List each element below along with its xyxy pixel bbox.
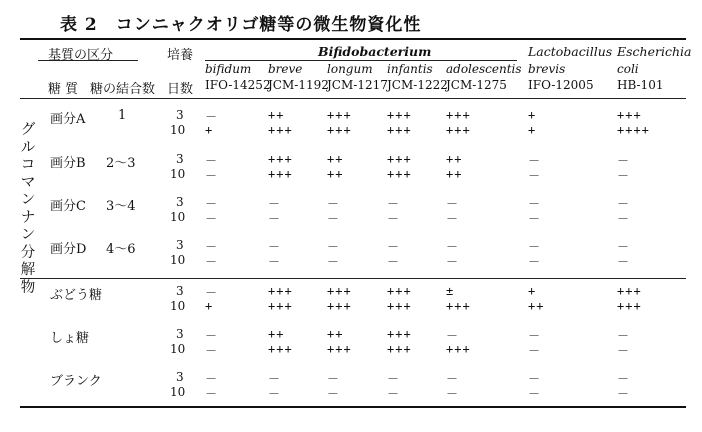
row-culture-days: 10 xyxy=(170,299,186,313)
result-cell: ++ xyxy=(327,152,344,166)
group-label-char: グ xyxy=(20,122,36,138)
result-cell: － xyxy=(205,344,219,358)
result-cell: － xyxy=(327,255,341,269)
result-cell: － xyxy=(617,329,631,343)
result-cell: － xyxy=(205,387,219,401)
result-cell: － xyxy=(528,212,542,226)
organism-strain: IFO-12005 xyxy=(528,78,594,92)
result-cell: － xyxy=(205,240,219,254)
result-cell: +++ xyxy=(327,284,352,298)
result-cell: +++ xyxy=(617,299,642,313)
result-cell: ++ xyxy=(528,299,545,313)
result-cell: － xyxy=(446,329,460,343)
result-cell: － xyxy=(446,372,460,386)
group-label-char: ン xyxy=(20,227,36,243)
table-title: 表 2 コンニャクオリゴ糖等の微生物資化性 xyxy=(60,15,422,35)
result-cell: ++ xyxy=(327,327,344,341)
result-cell: +++ xyxy=(446,299,471,313)
row-culture-days: 3 xyxy=(176,152,184,166)
row-sugar-name: 画分D xyxy=(50,242,87,257)
row-degree: 4～6 xyxy=(106,242,136,257)
row-culture-days: 10 xyxy=(170,167,186,181)
result-cell: － xyxy=(205,154,219,168)
result-cell: － xyxy=(528,255,542,269)
result-cell: + xyxy=(528,123,537,137)
row-sugar-name: 画分C xyxy=(50,199,86,214)
result-cell: +++ xyxy=(446,342,471,356)
result-cell: － xyxy=(387,255,401,269)
group-label-char: マ xyxy=(20,174,36,191)
result-cell: － xyxy=(446,212,460,226)
result-cell: － xyxy=(387,240,401,254)
result-cell: － xyxy=(617,212,631,226)
degree-header: 糖の結合数 xyxy=(90,82,156,97)
organism-species: breve xyxy=(268,62,303,76)
result-cell: +++ xyxy=(327,123,352,137)
result-cell: +++ xyxy=(327,108,352,122)
row-culture-days: 10 xyxy=(170,253,186,267)
result-cell: － xyxy=(205,255,219,269)
row-degree: 1 xyxy=(118,108,127,123)
result-cell: － xyxy=(327,212,341,226)
result-cell: ++++ xyxy=(617,123,650,137)
result-cell: +++ xyxy=(268,167,293,181)
row-sugar-name: ぶどう糖 xyxy=(50,288,103,303)
result-cell: － xyxy=(528,169,542,183)
result-cell: +++ xyxy=(387,123,412,137)
escherichia-genus: Escherichia xyxy=(617,44,692,59)
result-cell: － xyxy=(205,372,219,386)
result-cell: +++ xyxy=(446,123,471,137)
result-cell: － xyxy=(327,240,341,254)
row-culture-days: 3 xyxy=(176,327,184,341)
result-cell: + xyxy=(205,299,214,313)
group-label-char: 解 xyxy=(20,262,36,278)
result-cell: + xyxy=(528,108,537,122)
row-sugar-name: 画分B xyxy=(50,156,86,171)
group-label-char: 物 xyxy=(20,279,36,296)
sugar-quality-header: 糖 質 xyxy=(48,82,79,97)
result-cell: +++ xyxy=(446,108,471,122)
result-cell: +++ xyxy=(387,327,412,341)
row-culture-days: 10 xyxy=(170,210,186,224)
days-header: 日数 xyxy=(167,82,194,97)
result-cell: － xyxy=(268,240,282,254)
result-cell: +++ xyxy=(268,342,293,356)
result-cell: － xyxy=(528,372,542,386)
result-cell: +++ xyxy=(268,299,293,313)
result-cell: － xyxy=(617,255,631,269)
organism-strain: JCM-1217 xyxy=(327,78,388,92)
row-culture-days: 3 xyxy=(176,370,184,384)
organism-species: brevis xyxy=(528,62,566,76)
row-culture-days: 3 xyxy=(176,284,184,298)
lactobacillus-genus: Lactobacillus xyxy=(528,44,613,59)
result-cell: ++ xyxy=(268,108,285,122)
result-cell: － xyxy=(268,255,282,269)
result-cell: ++ xyxy=(327,167,344,181)
result-cell: － xyxy=(446,240,460,254)
result-cell: +++ xyxy=(387,167,412,181)
result-cell: － xyxy=(528,197,542,211)
bifido-underline xyxy=(205,60,517,61)
result-cell: ++ xyxy=(446,167,463,181)
result-cell: +++ xyxy=(268,123,293,137)
organism-species: adolescentis xyxy=(446,62,522,76)
result-cell: +++ xyxy=(387,152,412,166)
result-cell: － xyxy=(617,197,631,211)
row-culture-days: 3 xyxy=(176,195,184,209)
result-cell: + xyxy=(528,284,537,298)
row-culture-days: 10 xyxy=(170,123,186,137)
bottom-rule xyxy=(20,406,686,408)
row-culture-days: 10 xyxy=(170,342,186,356)
result-cell: － xyxy=(528,240,542,254)
organism-strain: JCM-1192 xyxy=(268,78,329,92)
result-cell: － xyxy=(205,169,219,183)
result-cell: － xyxy=(387,197,401,211)
result-cell: － xyxy=(528,154,542,168)
result-cell: － xyxy=(268,387,282,401)
bifidobacterium-genus: Bifidobacterium xyxy=(318,44,432,59)
group-label-char: ン xyxy=(20,192,36,208)
result-cell: － xyxy=(205,197,219,211)
result-cell: +++ xyxy=(327,299,352,313)
result-cell: +++ xyxy=(617,284,642,298)
culture-header: 培養 xyxy=(167,48,194,63)
row-culture-days: 3 xyxy=(176,238,184,252)
row-sugar-name: 画分A xyxy=(50,112,86,127)
result-cell: +++ xyxy=(387,299,412,313)
result-cell: － xyxy=(205,110,219,124)
result-cell: － xyxy=(268,212,282,226)
result-cell: － xyxy=(387,212,401,226)
result-cell: － xyxy=(617,372,631,386)
result-cell: － xyxy=(205,286,219,300)
result-cell: ++ xyxy=(268,327,285,341)
result-cell: － xyxy=(617,169,631,183)
result-cell: +++ xyxy=(387,342,412,356)
organism-strain: HB-101 xyxy=(617,78,664,92)
organism-species: coli xyxy=(617,62,639,76)
result-cell: +++ xyxy=(268,284,293,298)
result-cell: － xyxy=(528,329,542,343)
result-cell: － xyxy=(387,372,401,386)
result-cell: － xyxy=(446,255,460,269)
result-cell: － xyxy=(617,344,631,358)
result-cell: ± xyxy=(446,284,455,298)
row-sugar-name: しょ糖 xyxy=(50,331,90,346)
result-cell: － xyxy=(617,387,631,401)
result-cell: － xyxy=(528,344,542,358)
row-degree: 3～4 xyxy=(106,199,136,214)
group-label-char: 分 xyxy=(20,244,36,261)
result-cell: － xyxy=(528,387,542,401)
group-label-char: ナ xyxy=(20,209,36,226)
result-cell: － xyxy=(327,387,341,401)
result-cell: － xyxy=(387,387,401,401)
organism-strain: JCM-1222 xyxy=(387,78,448,92)
result-cell: － xyxy=(268,372,282,386)
result-cell: + xyxy=(205,123,214,137)
section-rule xyxy=(20,278,686,279)
result-cell: － xyxy=(446,197,460,211)
substrate-category-header: 基質の区分 xyxy=(48,48,114,63)
result-cell: － xyxy=(205,329,219,343)
organism-species: infantis xyxy=(387,62,433,76)
result-cell: － xyxy=(327,197,341,211)
result-cell: +++ xyxy=(327,342,352,356)
organism-species: longum xyxy=(327,62,373,76)
group-label-char: ル xyxy=(20,139,36,156)
top-rule xyxy=(20,38,686,40)
header-rule xyxy=(20,98,686,99)
group-label-char: コ xyxy=(20,157,36,173)
result-cell: － xyxy=(327,372,341,386)
row-culture-days: 10 xyxy=(170,385,186,399)
result-cell: +++ xyxy=(387,108,412,122)
organism-strain: IFO-14252 xyxy=(205,78,271,92)
result-cell: － xyxy=(268,197,282,211)
result-cell: ++ xyxy=(446,152,463,166)
result-cell: － xyxy=(205,212,219,226)
result-cell: +++ xyxy=(387,284,412,298)
result-cell: － xyxy=(446,387,460,401)
result-cell: +++ xyxy=(268,152,293,166)
result-cell: +++ xyxy=(617,108,642,122)
row-degree: 2～3 xyxy=(106,156,136,171)
glucomannan-group-label xyxy=(18,122,38,297)
result-cell: － xyxy=(617,240,631,254)
organism-species: bifidum xyxy=(205,62,252,76)
row-culture-days: 3 xyxy=(176,108,184,122)
row-sugar-name: ブランク xyxy=(50,374,102,389)
result-cell: － xyxy=(617,154,631,168)
organism-strain: JCM-1275 xyxy=(446,78,507,92)
